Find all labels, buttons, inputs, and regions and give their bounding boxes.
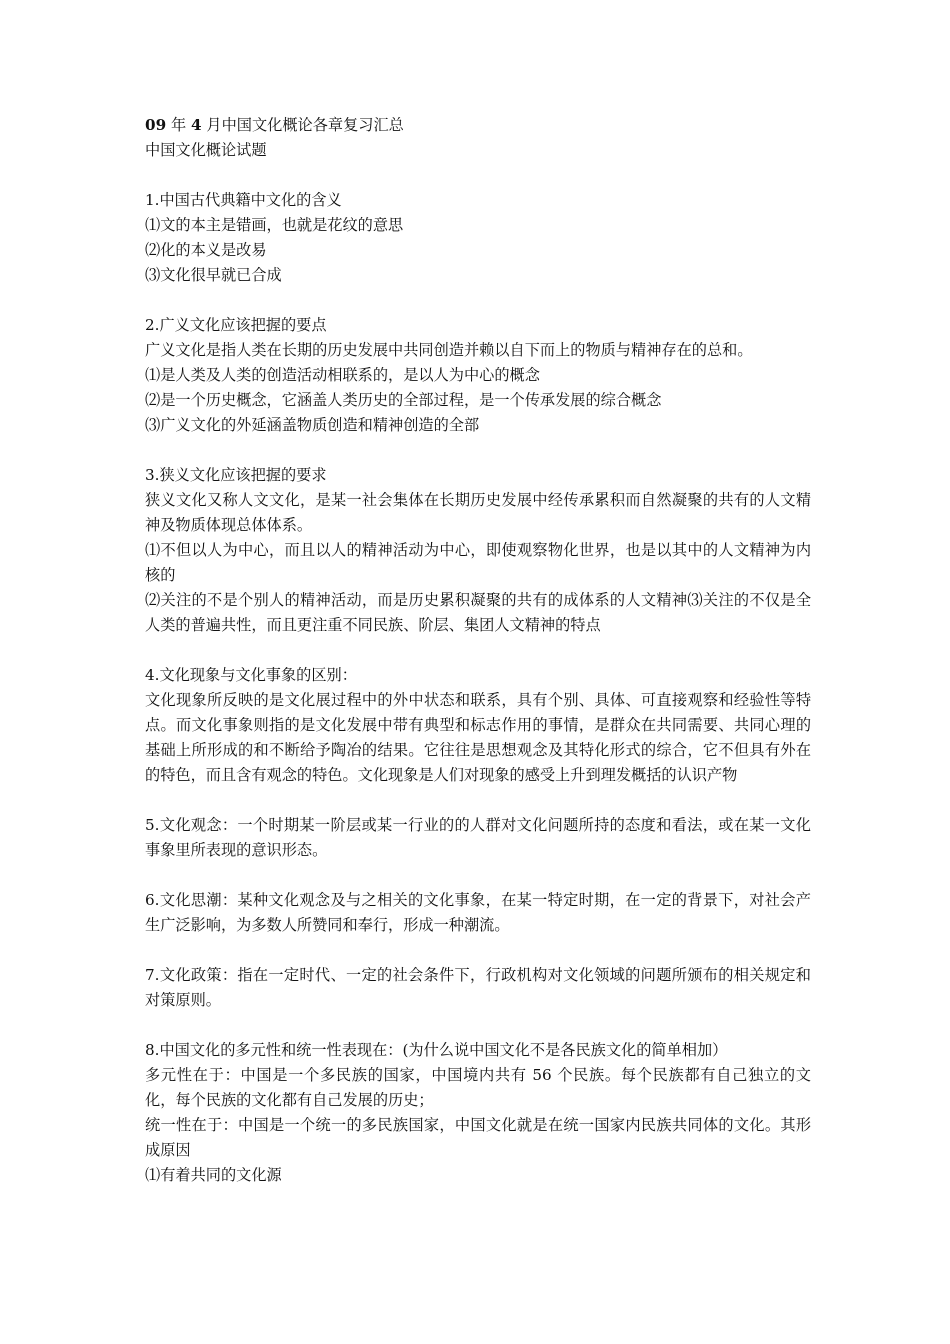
spacer — [145, 1013, 811, 1038]
spacer — [145, 288, 811, 313]
section-1-item-3: ⑶文化很早就已合成 — [145, 266, 282, 284]
section-2-body: 广义文化是指人类在长期的历史发展中共同创造并赖以自下而上的物质与精神存在的总和。 — [145, 341, 753, 359]
title-month: 4 — [190, 116, 202, 134]
section-3-heading: 3.狭义文化应该把握的要求 — [145, 466, 327, 484]
section-4-heading: 4.文化现象与文化事象的区别： — [145, 666, 357, 684]
spacer — [145, 863, 811, 888]
document-page — [145, 113, 811, 1188]
section-2-item-2: ⑵是一个历史概念，它涵盖人类历史的全部过程，是一个传承发展的综合概念 — [145, 391, 662, 409]
spacer — [145, 163, 811, 188]
section-6-body: 6.文化思潮：某种文化观念及与之相关的文化事象，在某一特定时期，在一定的背景下，对社会产生广泛影响，为多数人所赞同和奉行，形成一种潮流。 — [145, 891, 811, 934]
spacer — [145, 938, 811, 963]
spacer — [145, 638, 811, 663]
section-1-item-1: ⑴文的本主是错画，也就是花纹的意思 — [145, 216, 404, 234]
section-3-item-2: ⑵关注的不是个别人的精神活动，而是历史累积凝聚的共有的成体系的人文精神⑶关注的不仅是全人类的普遍共性，而且更注重不同民族、阶层、集团人文精神的特点 — [145, 591, 811, 634]
section-8-item-1: ⑴有着共同的文化源 — [145, 1166, 282, 1184]
section-1-item-2: ⑵化的本义是改易 — [145, 241, 267, 259]
spacer — [145, 438, 811, 463]
title-year-unit: 年 — [166, 116, 191, 134]
section-7-body: 7.文化政策：指在一定时代、一定的社会条件下，行政机构对文化领域的问题所颁布的相关规定和对策原则。 — [145, 966, 811, 1009]
section-2-heading: 2.广义文化应该把握的要点 — [145, 316, 327, 334]
section-2-item-3: ⑶广义文化的外延涵盖物质创造和精神创造的全部 — [145, 416, 480, 434]
section-5-body: 5.文化观念：一个时期某一阶层或某一行业的的人群对文化问题所持的态度和看法，或在某一文化事象里所表现的意识形态。 — [145, 816, 811, 859]
section-1-heading: 1.中国古代典籍中文化的含义 — [145, 191, 342, 209]
document-title — [145, 113, 811, 138]
section-8-diversity: 多元性在于：中国是一个多民族的国家，中国境内共有 56 个民族。每个民族都有自己独立的文化，每个民族的文化都有自己发展的历史； — [145, 1066, 811, 1109]
section-4-body: 文化现象所反映的是文化展过程中的外中状态和联系，具有个别、具体、可直接观察和经验性等特点。而文化事象则指的是文化发展中带有典型和标志作用的事情，是群众在共同需要、共同心理的基础上所形成的和不断给予陶冶的结果。它往往是思想观念及其特化形式的综合，它不但具有外在的特色，而且含有观念的特色。文化现象是人们对现象的感受上升到理发概括的认识产物 — [145, 691, 811, 784]
section-3-item-1: ⑴不但以人为中心，而且以人的精神活动为中心，即使观察物化世界，也是以其中的人文精神为内核的 — [145, 541, 811, 584]
section-3-body: 狭义文化又称人文文化，是某一社会集体在长期历史发展中经传承累积而自然凝聚的共有的人文精神及物质体现总体体系。 — [145, 491, 811, 534]
section-8-unity: 统一性在于：中国是一个统一的多民族国家，中国文化就是在统一国家内民族共同体的文化。其形成原因 — [145, 1116, 811, 1159]
title-year: 09 — [145, 116, 167, 134]
document-subtitle: 中国文化概论试题 — [145, 141, 267, 159]
section-2-item-1: ⑴是人类及人类的创造活动相联系的，是以人为中心的概念 — [145, 366, 540, 384]
title-rest: 月中国文化概论各章复习汇总 — [201, 116, 404, 134]
spacer — [145, 788, 811, 813]
section-8-heading: 8.中国文化的多元性和统一性表现在：(为什么说中国文化不是各民族文化的简单相加） — [145, 1041, 728, 1059]
